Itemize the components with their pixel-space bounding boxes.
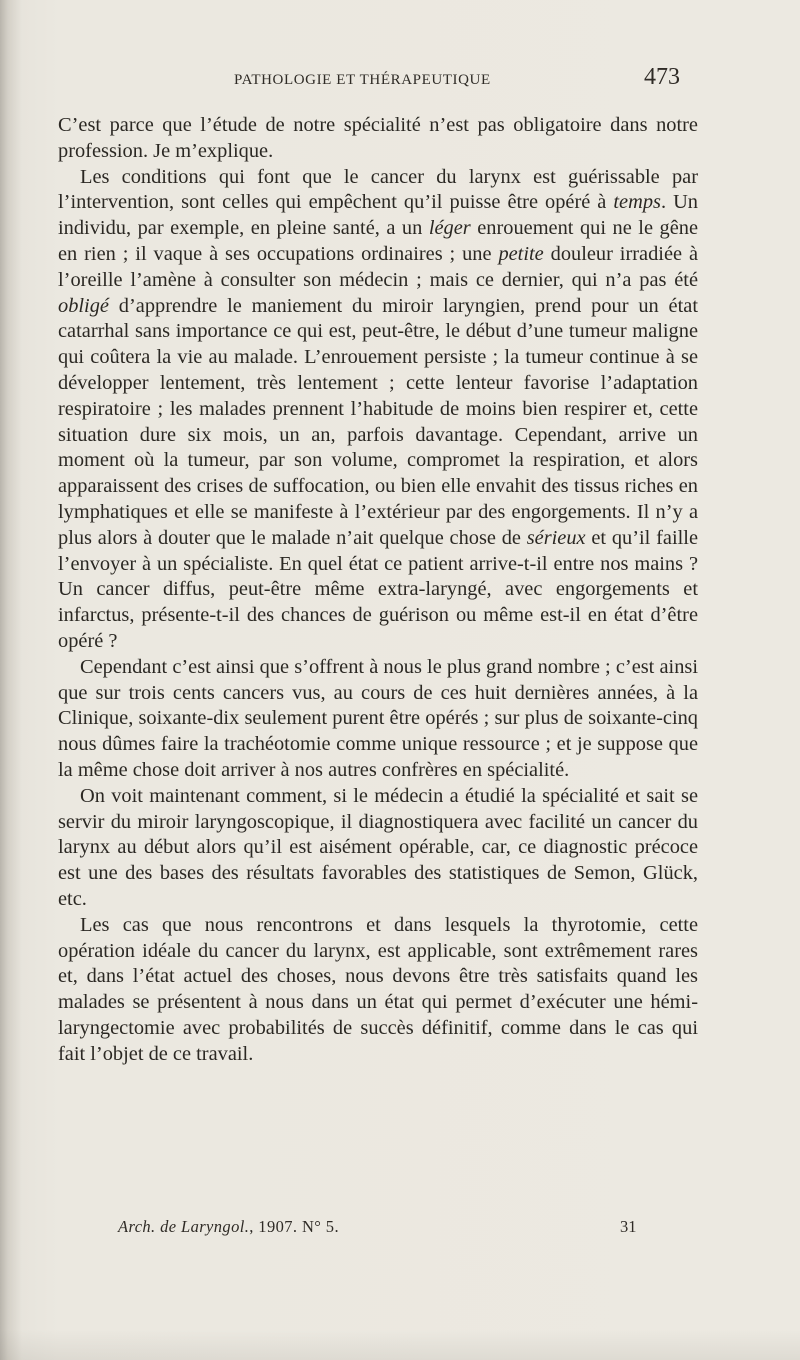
- text-run: enrouement qui ne le gêne en rien ; il vaque à ses occupations ordinaires ; une: [58, 217, 698, 265]
- signature-number: 31: [620, 1217, 637, 1236]
- text-run: d’apprendre le maniement du miroir laryngien, prend pour un état catarrhal sans importance ce qui est, peut-être, le début d’une tumeur maligne qui coûtera la vie au malade. L’enrouement persiste ; la tumeur continue à se développer lentement, très lentement ; cette lenteur favorise l’adaptation respiratoire ; les malades prennent l’habitude de moins bien respirer et, cette situation dure six mois, un an, parfois davantage. Cependant, arrive un moment où la tumeur, par son volume, compromet la respiration, et alors apparaissent des crises de suffocation, ou bien elle envahit des tissus riches en lymphatiques et elle se manifeste à l’extérieur par des engorgements. Il n’y a plus alors à douter que le malade n’ait quelque chose de: [58, 294, 698, 549]
- page-header: [0, 62, 800, 102]
- text-run: et qu’il faille l’envoyer à un spécialiste. En quel état ce patient arrive-t-il entre nos mains ? Un cancer diffus, peut-être même extra-laryngé, avec engorgements et infarctus, présente-t-il des chances de guérison ou même est-il en état d’être opéré ?: [58, 526, 698, 652]
- journal-reference: [118, 1217, 339, 1237]
- text-run: Les conditions qui font que le cancer du larynx est guérissable par l’intervention, sont celles qui empêchent qu’il puisse être opéré à: [58, 165, 698, 214]
- body-text: [58, 113, 698, 1067]
- text-run: . Un individu, par exemple, en pleine santé, a un: [58, 191, 698, 240]
- journal-title: Arch. de Laryngol.: [118, 1217, 250, 1236]
- text-run: Les cas que nous rencontrons et dans lesquels la thyrotomie, cette opération idéale du cancer du larynx, est applicable, sont extrêmement rares et, dans l’état actuel des choses, nous devons être très satisfaits quand les malades se présentent à nous dans un état qui permet d’exécuter une hémi-laryngectomie avec probabilités de succès définitif, comme dans le cas qui fait l’objet de ce travail.: [58, 913, 698, 1065]
- paragraph-1: [58, 113, 698, 165]
- text-run: On voit maintenant comment, si le médecin a étudié la spécialité et sait se servir du miroir laryngoscopique, il diagnostiquera avec facilité un cancer du larynx au début alors qu’il est aisément opérable, car, ce diagnostic précoce est une des bases des résultats favorables des statistiques de Semon, Glück, etc.: [58, 784, 698, 910]
- text-run: Cependant c’est ainsi que s’offrent à nous le plus grand nombre ; c’est ainsi que sur trois cents cancers vus, au cours de ces huit dernières années, à la Clinique, soixante-dix seulement purent être opérés ; sur plus de soixante-cinq nous dûmes faire la trachéotomie comme unique ressource ; et je suppose que la même chose doit arriver à nos autres confrères en spécialité.: [58, 655, 698, 781]
- paragraph-2: [58, 165, 698, 655]
- emphasis-serieux: sérieux: [526, 526, 586, 549]
- emphasis-oblige: obligé: [58, 294, 109, 317]
- emphasis-temps: temps: [613, 191, 661, 214]
- emphasis-leger: léger: [428, 217, 471, 240]
- paragraph-4: [58, 784, 698, 913]
- text-run: C’est parce que l’étude de notre spécialité n’est pas obligatoire dans notre profession. Je m’explique.: [58, 114, 698, 162]
- running-head: PATHOLOGIE ET THÉRAPEUTIQUE: [234, 72, 491, 88]
- paragraph-3: [58, 655, 698, 784]
- emphasis-petite: petite: [498, 242, 544, 265]
- page-number: 473: [644, 64, 680, 90]
- text-run: douleur irradiée à l’oreille l’amène à consulter son médecin ; mais ce dernier, qui n’a pas été: [58, 242, 698, 291]
- journal-citation: , 1907. N° 5.: [249, 1217, 339, 1236]
- page-footer: [0, 1217, 800, 1247]
- page-edge-shadow: [0, 1330, 800, 1360]
- paragraph-5: [58, 913, 698, 1068]
